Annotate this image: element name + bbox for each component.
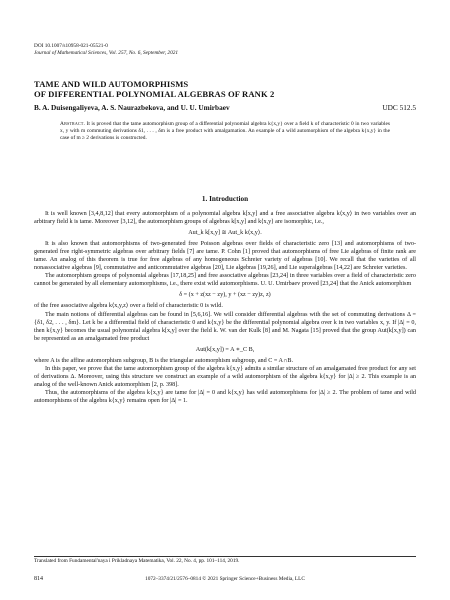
copyright-footer: 1072–3374/21/2576–0814 © 2021 Springer Science+Business Media, LLC xyxy=(145,576,305,582)
paper-title xyxy=(34,79,274,99)
abstract-label: Abstract. xyxy=(60,121,86,127)
page-number: 814 xyxy=(34,576,43,582)
abstract xyxy=(60,121,390,142)
udc-code: UDC 512.5 xyxy=(382,103,416,112)
body-text xyxy=(34,210,416,405)
paragraph: where A is the affine automorphism subgroup, B is the triangular automorphism subgroup, and C = A∩B. xyxy=(34,357,294,364)
paragraph: The automorphism groups of polynomial algebras [17,18,25] and free associative algebras [23,24] in three variables over a field of characteristic zero cannot be generated by all elementary automorphisms, i.e., there exist wild automorphisms. U. U. Umirbaev proved [23,24] that the Anick automorphism xyxy=(34,273,416,288)
paragraph: It is well known [3,4,8,12] that every automorphism of a polynomial algebra k[x,y] and a free associative algebra k⟨x,y⟩ in two variables over an arbitrary field k is tame. Moreover [3,12], the automorphism groups of algebras k[x,y] and k⟨x,y⟩ are isomorphic, i.e., xyxy=(34,211,416,226)
footnote-rule xyxy=(34,556,416,557)
section-title: 1. Introduction xyxy=(201,195,249,203)
authors: B. A. Duisengaliyeva, A. S. Naurazbekova, and U. U. Umirbaev xyxy=(34,103,230,112)
equation: δ = (x + z(xz − zy), y + (xz − zy)z, z) xyxy=(179,292,271,299)
equation: Aut_k k[x,y] ≅ Aut_k k⟨x,y⟩. xyxy=(188,230,262,237)
title-line-2: OF DIFFERENTIAL POLYNOMIAL ALGEBRAS OF RANK 2 xyxy=(34,89,275,99)
doi-line: DOI 10.1007/s10958-021-05521-0 xyxy=(34,43,108,49)
paragraph: It is also known that automorphisms of two-generated free Poisson algebras over fields of characteristic zero [13] and automorphisms of two-generated free right-symmetric algebras over arbitrary fields [7] are tame. P. Cohn [1] proved that automorphisms of free Lie algebras of finite rank are tame. An analog of this theorem is true for free algebras of any homogeneous Schreier variety of algebras [10]. We recall that the varieties of all nonassociative algebras [9], commutative and anticommutative algebras [20], Lie algebras [19,26], and Lie superalgebras [14,22] are Schreier varieties. xyxy=(34,241,416,272)
journal-line: Journal of Mathematical Sciences, Vol. 257, No. 6, September, 2021 xyxy=(34,50,179,56)
footnote: Translated from Fundamental'naya i Prikladnaya Matematika, Vol. 22, No. 4, pp. 101–114, 2019. xyxy=(34,558,240,564)
paragraph: In this paper, we prove that the tame automorphism group of the algebra k{x,y} admits a similar structure of an amalgamated free product for any set of derivations Δ. Moreover, using this structure we construct an example of a wild automorphism of the algebra k{x,y} for |Δ| ≥ 2. This example is an analog of the well-known Anick automorphism [2, p. 398]. xyxy=(34,365,416,388)
journal-header xyxy=(34,43,178,57)
paragraph: The main notions of differential algebras can be found in [5,6,16]. We will consider differential algebras with the set of commuting derivations Δ = {δ1, δ2, . . . , δm}. Let k be a differential field of characteristic 0 and k{x,y} be the differential polynomial algebra over k in two variables x, y. If |Δ| = 0, then k{x,y} becomes the usual polynomial algebra k[x,y] over the field k. W. van der Kulk [8] and M. Nagata [15] proved that the group Aut(k[x,y]) can be represented as an amalgamated free product xyxy=(34,311,416,342)
abstract-text: It is proved that the tame automorphism group of a differential polynomial algebra k{x,y} over a field k of characteristic 0 in two variables x, y with m commuting derivations δ1, . . . , δm is a free product with amalgamation. An example of a wild automorphism of the algebra k{x,y} in the case of m ≥ 2 derivations is constructed. xyxy=(60,121,390,141)
paragraph: Thus, the automorphisms of the algebra k{x,y} are tame for |Δ| = 0 and k{x,y} has wild automorphisms for |Δ| ≥ 2. The problem of tame and wild automorphisms of the algebra k{x,y} remains open for |Δ| = 1. xyxy=(34,389,416,404)
paragraph: of the free associative algebra k⟨x,y,z⟩ over a field of characteristic 0 is wild. xyxy=(34,303,223,310)
title-line-1: TAME AND WILD AUTOMORPHISMS xyxy=(34,79,189,89)
equation: Aut(k[x,y]) = A ∗_C B, xyxy=(195,346,255,353)
